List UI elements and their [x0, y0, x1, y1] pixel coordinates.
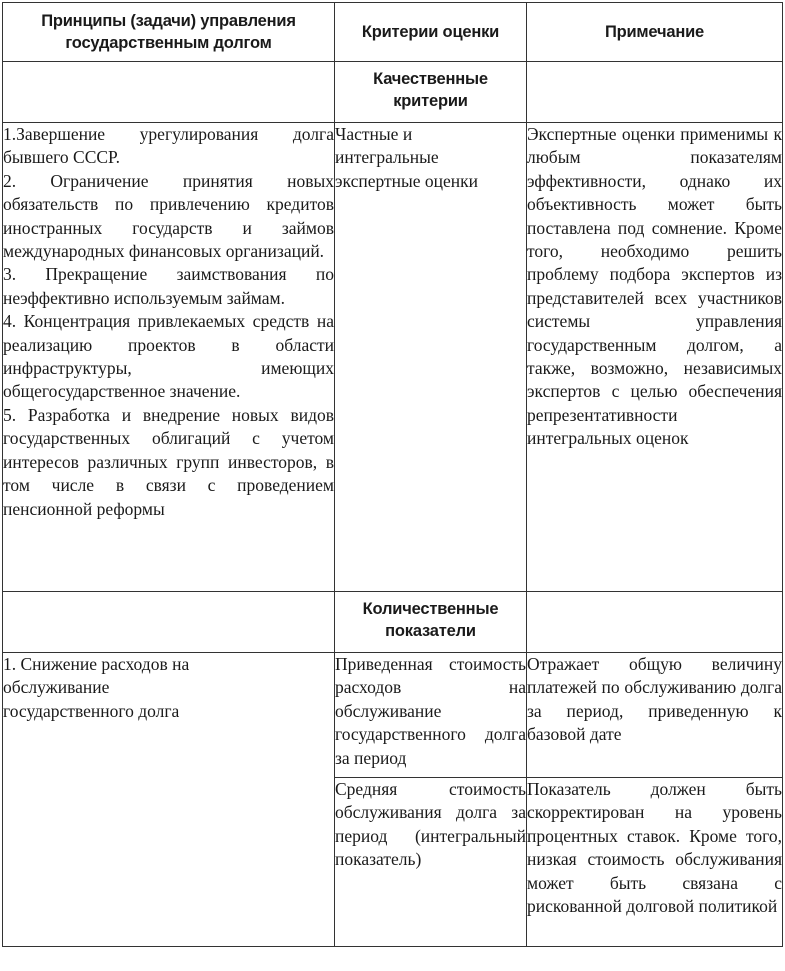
header-principles: Принципы (задачи) управления государственным долгом: [3, 3, 335, 62]
criteria-cell: Средняя стоимость обслуживания долга за период (интегральный показатель): [335, 778, 527, 947]
principle-item: 2. Ограничение принятия новых обязательств по привлечению кредитов иностранных государств и займов международных финансовых организаций.: [3, 170, 334, 262]
qualitative-content-row: [3, 123, 783, 592]
section-label-quantitative: Количественные показатели: [362, 600, 499, 640]
principle-item: 1.Завершение урегулирования долга бывшего СССР.: [3, 124, 334, 168]
principle-item: 3. Прекращение заимствования по неэффективно используемым займам.: [3, 264, 334, 308]
debt-management-table: [2, 2, 783, 947]
section-label-qualitative: Качественные критерии: [373, 70, 488, 110]
section-row-quantitative: [3, 592, 783, 653]
empty-cell: [527, 62, 783, 123]
empty-cell: [3, 62, 335, 123]
note-cell: Показатель должен быть скорректирован на уровень процентных ставок. Кроме того, низкая стоимость обслуживания может быть связана с рискованной долговой политикой: [527, 778, 783, 947]
principle-item: 4. Концентрация привлекаемых средств на реализацию проектов в области инфраструктуры, имеющих общегосударственное значение.: [3, 311, 334, 402]
criteria-cell: Частные и интегральные экспертные оценки: [335, 123, 527, 592]
quantitative-row-1: [3, 653, 783, 778]
note-cell: Отражает общую величину платежей по обслуживанию долга за период, приведенную к базовой дате: [527, 653, 783, 778]
note-cell: Экспертные оценки применимы к любым показателям эффективности, однако их объективность может быть поставлена под сомнение. Кроме того, необходимо решить проблему подбора экспертов из представителей всех участников системы управления государственным долгом, а также, возможно, независимых экспертов с целью обеспечения репрезентативности интегральных оценок: [527, 123, 783, 592]
empty-cell: [3, 592, 335, 653]
criteria-cell: Приведенная стоимость расходов на обслуживание государственного долга за период: [335, 653, 527, 778]
principle-item: 5. Разработка и внедрение новых видов государственных облигаций с учетом интересов различных групп инвесторов, в том числе в связи с проведением пенсионной реформы: [3, 404, 334, 519]
principles-cell: [3, 123, 335, 592]
principle-cell-quantitative: 1. Снижение расходов на обслуживание государственного долга: [3, 653, 335, 947]
empty-cell: [527, 592, 783, 653]
header-note: Примечание: [527, 3, 783, 62]
section-row-qualitative: [3, 62, 783, 123]
header-row: [3, 3, 783, 62]
header-criteria: Критерии оценки: [335, 3, 527, 62]
